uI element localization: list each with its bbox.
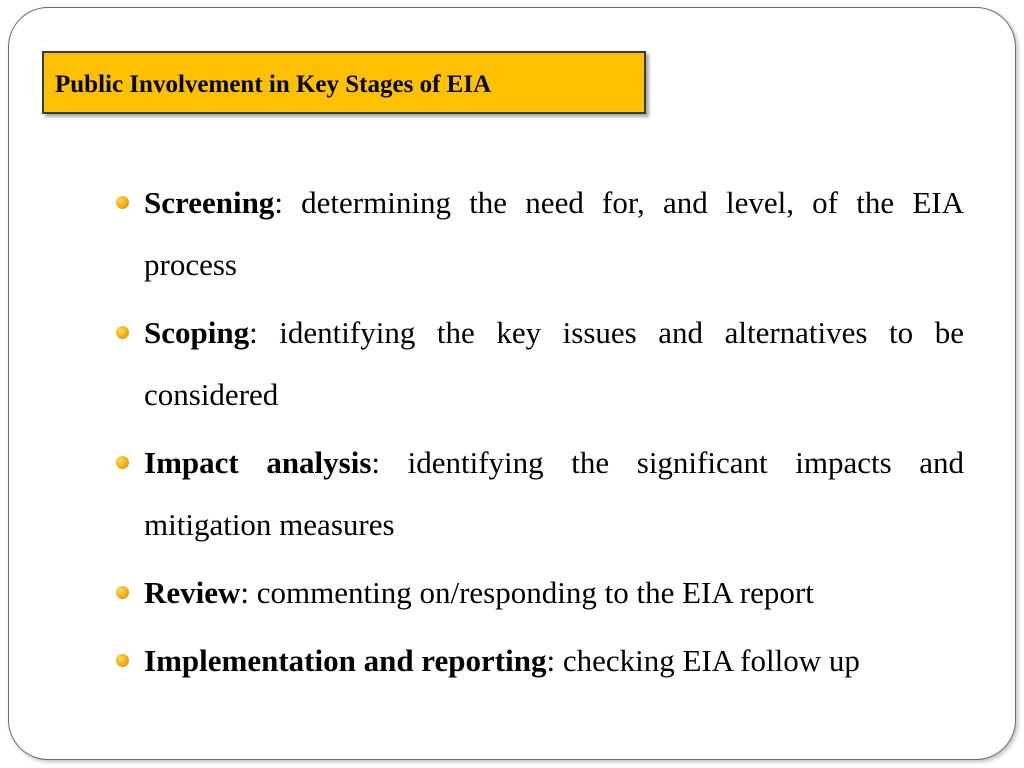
list-item	[116, 302, 964, 426]
bullet-term: Impact analysis	[144, 445, 372, 480]
title-box	[42, 51, 646, 114]
slide-title: Public Involvement in Key Stages of EIA	[55, 70, 492, 98]
bullet-text: : identifying the key issues and alternatives to be considered	[144, 315, 964, 412]
bullet-dot-icon	[116, 586, 129, 599]
list-item	[116, 630, 964, 692]
bullet-text: : commenting on/responding to the EIA report	[240, 575, 814, 610]
bullet-dot-icon	[116, 456, 129, 469]
bullet-list	[116, 172, 964, 698]
bullet-dot-icon	[116, 654, 129, 667]
bullet-text: : identifying the significant impacts and mitigation measures	[144, 445, 964, 542]
bullet-dot-icon	[116, 326, 129, 339]
bullet-term: Review	[144, 575, 241, 610]
list-item	[116, 432, 964, 556]
bullet-text: : checking EIA follow up	[546, 643, 860, 678]
bullet-dot-icon	[116, 196, 129, 209]
bullet-term: Implementation and reporting	[144, 643, 547, 678]
bullet-term: Scoping	[144, 315, 250, 350]
bullet-term: Screening	[144, 185, 275, 220]
list-item	[116, 172, 964, 296]
bullet-text: : determining the need for, and level, of the EIA process	[144, 185, 964, 282]
list-item	[116, 562, 964, 624]
